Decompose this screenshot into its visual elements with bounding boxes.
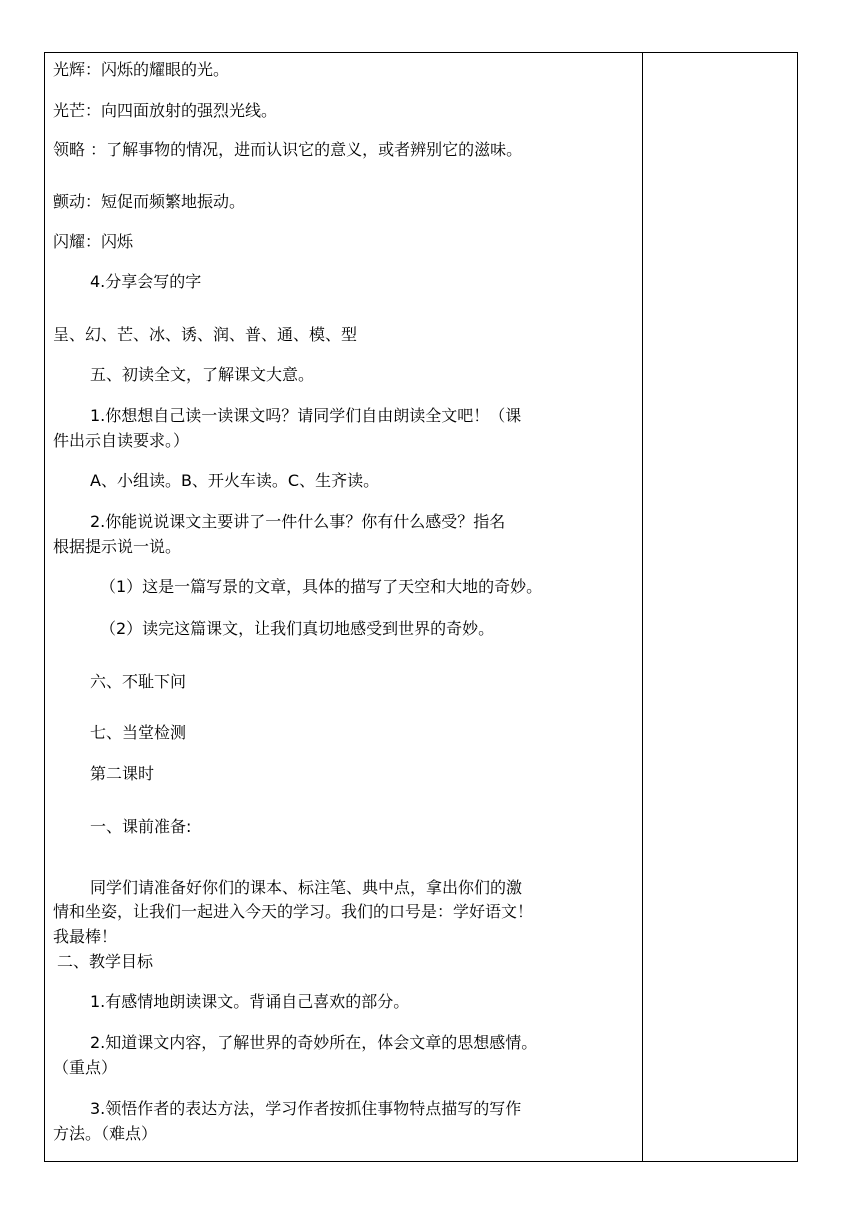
text-line: 件出示自读要求。） (53, 431, 190, 450)
text-line: 同学们请准备好你们的课本、标注笔、典中点，拿出你们的激 (90, 878, 523, 897)
text-line: 一、课前准备: (90, 817, 192, 836)
text-line: 闪耀：闪烁 (53, 232, 134, 251)
column-divider (642, 53, 643, 1161)
text-line: （1）这是一篇写景的文章，具体的描写了天空和大地的奇妙。 (100, 577, 543, 596)
text-line: （2）读完这篇课文，让我们真切地感受到世界的奇妙。 (100, 619, 495, 638)
text-line: 情和坐姿，让我们一起进入今天的学习。我们的口号是：学好语文！ (53, 902, 534, 921)
text-line: 领略 ：了解事物的情况，进而认识它的意义，或者辨别它的滋味。 (53, 140, 523, 159)
text-line: 方法。（难点） (53, 1124, 158, 1143)
text-line: 二、教学目标 (57, 952, 154, 971)
text-line: 2.你能说说课文主要讲了一件什么事？你有什么感受？指名 (90, 512, 506, 531)
lesson-table (44, 52, 798, 1162)
text-line: 1.你想想自己读一读课文吗？请同学们自由朗读全文吧！（课 (90, 406, 522, 425)
text-line: 光芒：向四面放射的强烈光线。 (53, 101, 278, 120)
text-line: 根据提示说一说。 (53, 537, 182, 556)
text-line: 五、初读全文，了解课文大意。 (90, 365, 315, 384)
text-line: 六、不耻下问 (90, 672, 187, 691)
text-line: 光辉：闪烁的耀眼的光。 (53, 60, 230, 79)
text-line: 4.分享会写的字 (90, 272, 202, 291)
text-line: 1.有感情地朗读课文。背诵自己喜欢的部分。 (90, 992, 410, 1011)
text-line: 呈、幻、芒、冰、诱、润、普、通、模、型 (53, 325, 358, 344)
text-line: A、小组读。B、开火车读。C、生齐读。 (90, 471, 380, 490)
text-line: 第二课时 (90, 764, 155, 783)
text-line: （重点） (53, 1058, 118, 1077)
text-line: 2.知道课文内容，了解世界的奇妙所在，体会文章的思想感情。 (90, 1033, 538, 1052)
text-line: 我最棒！ (53, 927, 118, 946)
text-line: 七、当堂检测 (90, 723, 187, 742)
text-line: 颤动：短促而频繁地振动。 (53, 192, 246, 211)
text-line: 3.领悟作者的表达方法，学习作者按抓住事物特点描写的写作 (90, 1099, 522, 1118)
